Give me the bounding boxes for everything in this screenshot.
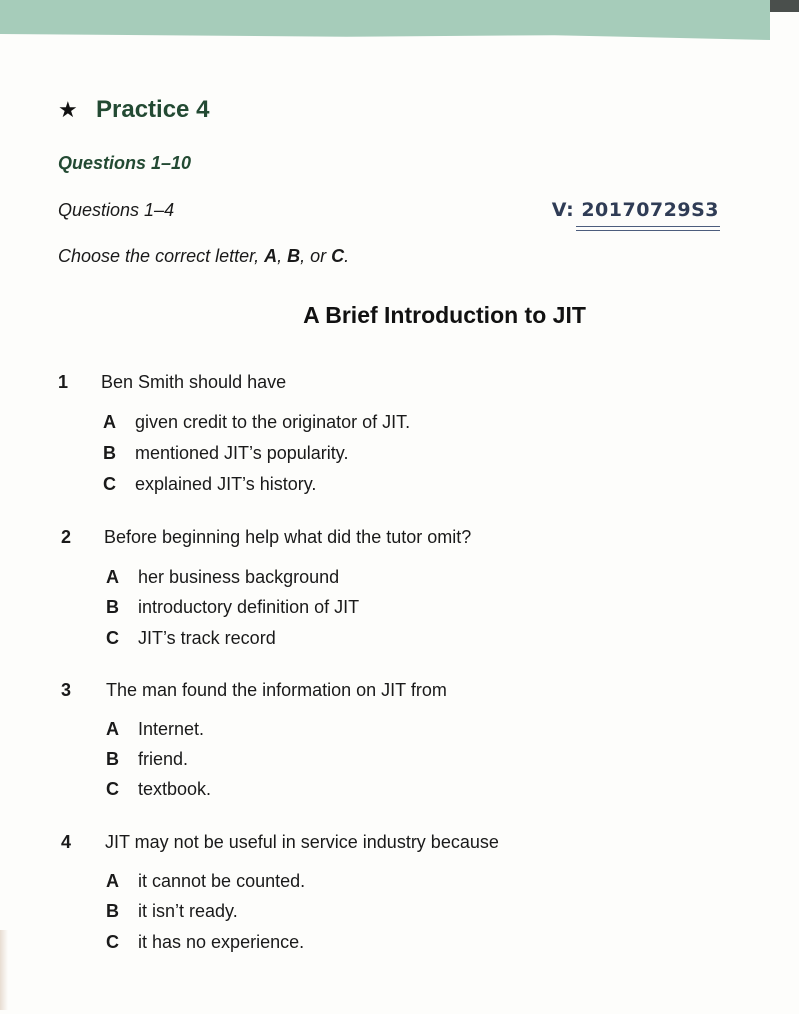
stamp-underline-2: [576, 230, 720, 231]
option-text: textbook.: [138, 779, 212, 799]
option-text: JIT’s track record: [138, 628, 276, 648]
option-text: Internet.: [138, 719, 205, 739]
question-text: The man found the information on JIT from: [106, 680, 447, 700]
option-text: her business background: [138, 567, 340, 587]
option-a[interactable]: [106, 567, 339, 588]
question-4: [0, 832, 799, 962]
questions-subrange: Questions 1–4: [58, 200, 175, 220]
instruction-letter-c: C: [331, 246, 345, 266]
option-letter: A: [106, 719, 119, 739]
option-letter: A: [103, 412, 116, 432]
option-text: explained JIT’s history.: [135, 474, 317, 494]
option-letter: A: [106, 871, 119, 891]
option-letter: B: [106, 749, 119, 769]
practice-title: Practice 4: [96, 96, 210, 123]
option-letter: B: [106, 597, 119, 617]
section-title: A Brief Introduction to JIT: [303, 302, 586, 328]
instruction-sep-2: , or: [300, 246, 332, 266]
option-text: it has no experience.: [138, 932, 305, 952]
version-stamp: V: 20170729S3: [551, 199, 719, 221]
option-b[interactable]: [103, 443, 348, 464]
stamp-underline-1: [576, 226, 720, 227]
question-number: 4: [61, 832, 72, 852]
option-letter: C: [106, 628, 119, 648]
instruction-text: [58, 246, 349, 267]
option-a[interactable]: [106, 719, 204, 740]
star-icon: ★: [58, 97, 78, 122]
option-letter: C: [106, 779, 119, 799]
option-b[interactable]: [106, 597, 359, 618]
option-letter: C: [106, 932, 119, 952]
instruction-end: .: [344, 246, 350, 266]
instruction-letter-b: B: [287, 246, 301, 266]
top-corner-band: [770, 0, 799, 12]
instruction-letter-a: A: [264, 246, 278, 266]
option-c[interactable]: [103, 474, 316, 495]
option-c[interactable]: [106, 628, 276, 649]
option-c[interactable]: [106, 779, 211, 800]
question-text: Ben Smith should have: [101, 372, 287, 392]
instruction-prefix: Choose the correct letter,: [58, 246, 265, 266]
question-number: 1: [58, 372, 69, 392]
option-b[interactable]: [106, 901, 238, 922]
option-letter: C: [103, 474, 116, 494]
option-text: mentioned JIT’s popularity.: [135, 443, 349, 463]
option-c[interactable]: [106, 932, 304, 953]
option-letter: B: [106, 901, 119, 921]
option-letter: A: [106, 567, 119, 587]
option-text: friend.: [138, 749, 189, 769]
option-text: given credit to the originator of JIT.: [135, 412, 411, 432]
option-text: it isn’t ready.: [138, 901, 238, 921]
question-number: 3: [61, 680, 72, 700]
option-text: introductory definition of JIT: [138, 597, 360, 617]
option-letter: B: [103, 443, 116, 463]
question-number: 2: [61, 527, 72, 547]
question-2: [0, 527, 799, 657]
question-text: Before beginning help what did the tutor omit?: [104, 527, 472, 547]
question-text: JIT may not be useful in service industry because: [105, 832, 499, 852]
question-3: [0, 680, 799, 810]
question-1: [0, 372, 799, 502]
practice-heading: [58, 96, 209, 124]
option-a[interactable]: [103, 412, 410, 433]
instruction-sep-1: ,: [277, 246, 288, 266]
option-b[interactable]: [106, 749, 188, 770]
questions-range: Questions 1–10: [58, 153, 192, 173]
top-color-band: [0, 0, 770, 40]
option-text: it cannot be counted.: [138, 871, 306, 891]
option-a[interactable]: [106, 871, 305, 892]
